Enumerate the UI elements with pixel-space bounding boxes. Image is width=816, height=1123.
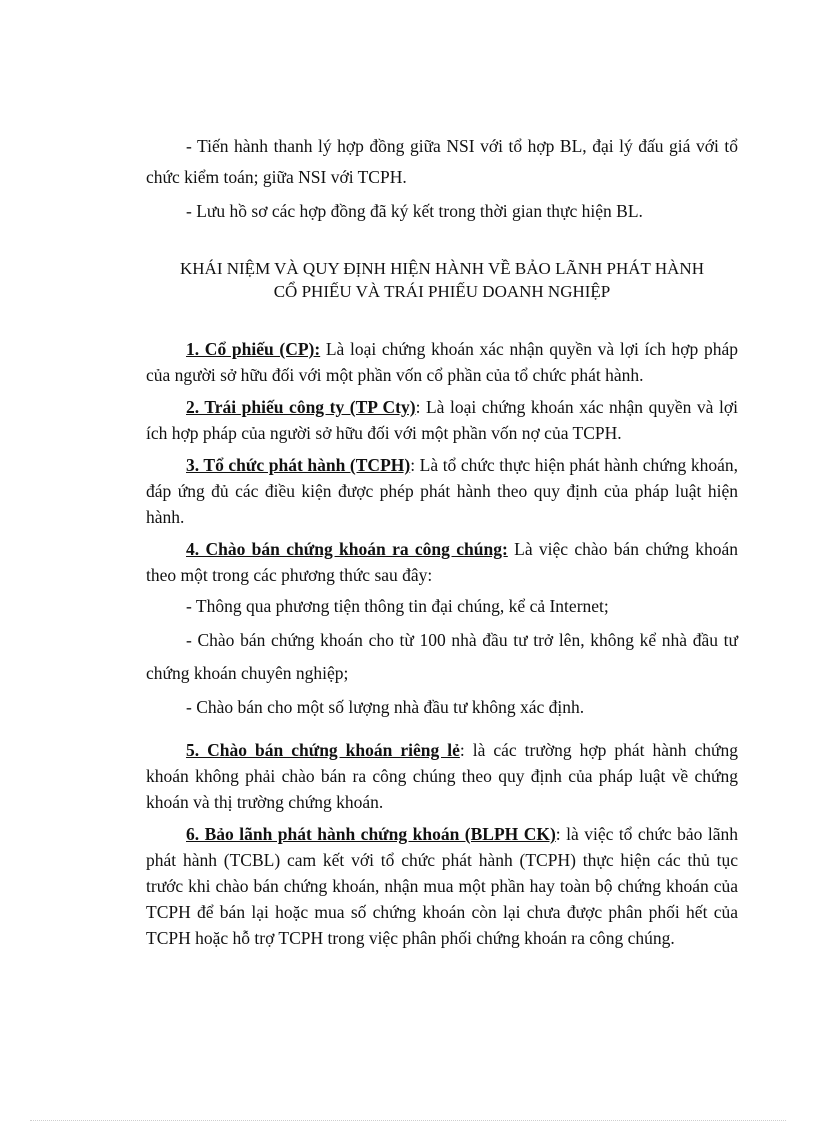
definition-term: 4. Chào bán chứng khoán ra công chúng: xyxy=(186,539,508,559)
public-offer-item: - Chào bán cho một số lượng nhà đầu tư không xác định. xyxy=(186,697,585,717)
definition-text: : là các trường hợp phát hành chứng khoán không phải chào bán ra công chúng theo quy định của pháp luật về chứng khoán và thị trường chứng khoán. xyxy=(146,740,738,812)
definition-text: Là loại chứng khoán xác nhận quyền và lợi ích hợp pháp của người sở hữu đối với một phần vốn cổ phần của tổ chức phát hành. xyxy=(146,339,738,385)
definition-term: 1. Cổ phiếu (CP): xyxy=(186,339,321,359)
public-offer-item: - Thông qua phương tiện thông tin đại chúng, kể cả Internet; xyxy=(186,596,609,616)
definition-term: 2. Trái phiếu công ty (TP Cty) xyxy=(186,397,416,417)
public-offer-item: - Chào bán chứng khoán cho từ 100 nhà đầu tư trở lên, không kể nhà đầu tư chứng khoán chuyên nghiệp; xyxy=(146,630,738,683)
definition-text: : Là loại chứng khoán xác nhận quyền và lợi ích hợp pháp của người sở hữu đối với một phần vốn nợ của TCPH. xyxy=(146,397,738,443)
heading-line-2: CỔ PHIẾU VÀ TRÁI PHIẾU DOANH NGHIỆP xyxy=(273,282,611,301)
definition-6 xyxy=(146,821,738,951)
definition-term: 5. Chào bán chứng khoán riêng lẻ xyxy=(186,740,460,760)
page-bottom-divider xyxy=(30,1120,786,1121)
definition-term: 6. Bảo lãnh phát hành chứng khoán (BLPH CK) xyxy=(186,824,556,844)
definition-text: Là việc chào bán chứng khoán theo một trong các phương thức sau đây: xyxy=(146,539,738,585)
heading-line-1: KHÁI NIỆM VÀ QUY ĐỊNH HIỆN HÀNH VỀ BẢO LÃNH PHÁT HÀNH xyxy=(180,259,704,278)
definition-5 xyxy=(146,737,738,815)
definition-1 xyxy=(146,336,738,388)
definition-text: : Là tổ chức thực hiện phát hành chứng khoán, đáp ứng đủ các điều kiện được phép phát hành theo quy định của pháp luật hiện hành. xyxy=(146,455,738,527)
definition-3 xyxy=(146,452,738,530)
definition-2 xyxy=(146,394,738,446)
intro-item: - Tiến hành thanh lý hợp đồng giữa NSI với tổ hợp BL, đại lý đấu giá với tổ chức kiểm toán; giữa NSI với TCPH. xyxy=(146,136,738,187)
definition-text: : là việc tổ chức bảo lãnh phát hành (TCBL) cam kết với tổ chức phát hành (TCPH) thực hiện các thủ tục trước khi chào bán chứng khoán, nhận mua một phần hay toàn bộ chứng khoán của TCPH để bán lại hoặc mua số chứng khoán còn lại chưa được phân phối hết của TCPH hoặc hỗ trợ TCPH trong việc phân phối chứng khoán ra công chúng. xyxy=(146,824,738,948)
definition-4 xyxy=(146,536,738,588)
intro-item: - Lưu hồ sơ các hợp đồng đã ký kết trong thời gian thực hiện BL. xyxy=(186,201,643,221)
page-content xyxy=(146,131,738,951)
definition-term: 3. Tổ chức phát hành (TCPH) xyxy=(186,455,411,475)
section-heading xyxy=(146,257,738,303)
